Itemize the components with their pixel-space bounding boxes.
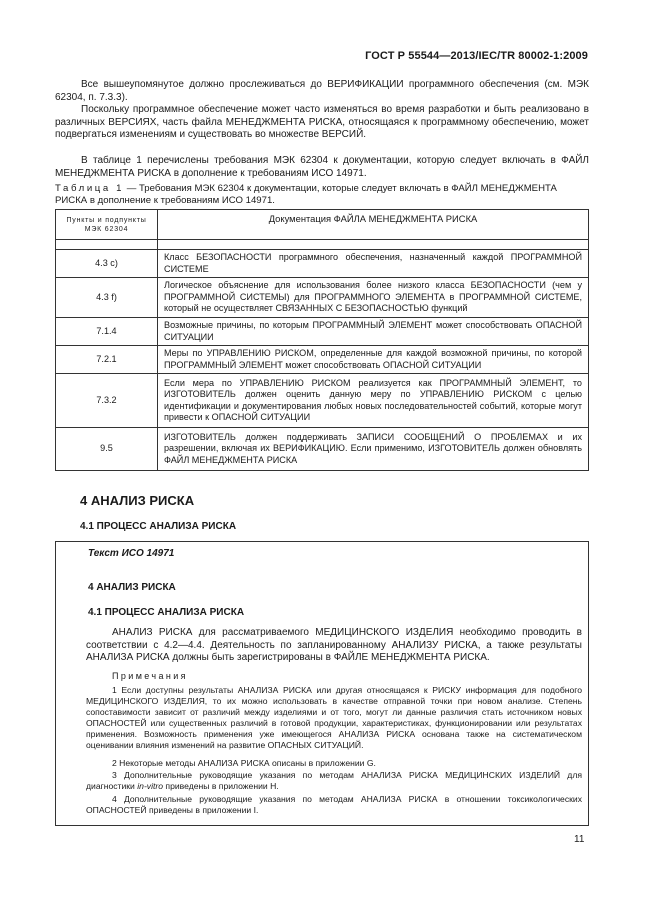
- table-spacer-row: [56, 240, 589, 250]
- requirements-table: [55, 209, 589, 471]
- section-heading: 4 АНАЛИЗ РИСКА: [80, 493, 195, 508]
- paragraph-table-intro: В таблице 1 перечислены требования МЭК 62304 к документации, которую следует включать в ФАЙЛ МЕНЕДЖМЕНТА РИСКА в дополнение к требованиям ИСО 14971.: [55, 155, 589, 179]
- table-caption-label: Таблица 1: [55, 183, 125, 194]
- table-caption: [55, 183, 589, 207]
- iso-box-heading: 4 АНАЛИЗ РИСКА: [88, 582, 176, 593]
- row-clause: 4.3 c): [56, 250, 158, 278]
- row-clause: 4.3 f): [56, 278, 158, 318]
- note-4: 4 Дополнительные руководящие указания по методам АНАЛИЗА РИСКА в отношении токсикологических ОПАСНОСТЕЙ приведены в приложении I.: [86, 794, 582, 815]
- note-2: 2 Некоторые методы АНАЛИЗА РИСКА описаны в приложении G.: [112, 758, 376, 768]
- row-text: Если мера по УПРАВЛЕНИЮ РИСКОМ реализуется как ПРОГРАММНЫЙ ЭЛЕМЕНТ, то ИЗГОТОВИТЕЛЬ должен оценить данную меру по УПРАВЛЕНИЮ РИСКОМ с целью идентификации и документирования любых новых последовательностей событий, которые могут привести к ОПАСНОЙ СИТУАЦИИ: [158, 374, 589, 428]
- row-clause: 9.5: [56, 428, 158, 471]
- table-row: [56, 346, 589, 374]
- row-text: Логическое объяснение для использования более низкого класса БЕЗОПАСНОСТИ (чем у ПРОГРАММНОЙ СИСТЕМЫ) для ПРОГРАММНОГО ЭЛЕМЕНТА в ПРОГРАММНОЙ СИСТЕМЕ, который не осуществляет СВЯЗАННЫХ С БЕЗОПАСНОСТЬЮ функций: [158, 278, 589, 318]
- row-text: Класс БЕЗОПАСНОСТИ программного обеспечения, назначенный каждой ПРОГРАММНОЙ СИСТЕМЕ: [158, 250, 589, 278]
- iso-box-subheading: 4.1 ПРОЦЕСС АНАЛИЗА РИСКА: [88, 607, 245, 618]
- row-text: Возможные причины, по которым ПРОГРАММНЫЙ ЭЛЕМЕНТ может способствовать ОПАСНОЙ СИТУАЦИИ: [158, 318, 589, 346]
- table-row: [56, 278, 589, 318]
- table-row: [56, 318, 589, 346]
- note-1: 1 Если доступны результаты АНАЛИЗА РИСКА или другая относящаяся к РИСКУ информация для подобного МЕДИЦИНСКОГО ИЗДЕЛИЯ, то их можно использовать в качестве отправной точки при новом анализе. Степень сопоставимости зависит от различий между изделиями и от того, могут ли данные различия стать источником новых ОПАСНОСТЕЙ или существенных различий в готовой продукции, характеристиках, функционировании или результатах применения. Возможность применения уже имеющегося АНАЛИЗА РИСКА основана также на систематическом оценивании влияния изменений на развитие ОПАСНЫХ СИТУАЦИЙ.: [86, 685, 582, 750]
- row-clause: 7.3.2: [56, 374, 158, 428]
- table-row: [56, 374, 589, 428]
- table-row: [56, 428, 589, 471]
- table-row: [56, 250, 589, 278]
- standard-code-header: ГОСТ Р 55544—2013/IEC/TR 80002-1:2009: [365, 50, 588, 62]
- paragraph-software-versions: Поскольку программное обеспечение может часто изменяться во время разработки и быть реализовано в различных ВЕРСИЯХ, часть файла МЕНЕДЖМЕНТА РИСКА, относящаяся к программному обеспечению, может подвергаться изменениям и существовать во множестве ВЕРСИЙ.: [55, 104, 589, 141]
- paragraph-traceability: Все вышеупомянутое должно прослеживаться до ВЕРИФИКАЦИИ программного обеспечения (см. МЭК 62304, п. 7.3.3).: [55, 79, 589, 103]
- header-clauses: Пункты и подпункты МЭК 62304: [56, 210, 158, 240]
- row-text: Меры по УПРАВЛЕНИЮ РИСКОМ, определенные для каждой возможной причины, по которой ПРОГРАММНЫЙ ЭЛЕМЕНТ может способствовать ОПАСНОЙ СИТУАЦИИ: [158, 346, 589, 374]
- note-3: 3 Дополнительные руководящие указания по методам АНАЛИЗА РИСКА МЕДИЦИНСКИХ ИЗДЕЛИЙ для диагностики in-vitro приведены в приложении H.: [86, 770, 582, 791]
- iso-text-box: [55, 541, 589, 826]
- row-clause: 7.1.4: [56, 318, 158, 346]
- header-documentation: Документация ФАЙЛА МЕНЕДЖМЕНТА РИСКА: [158, 210, 589, 240]
- notes-title: Примечания: [112, 671, 188, 681]
- subsection-heading: 4.1 ПРОЦЕСС АНАЛИЗА РИСКА: [80, 521, 237, 532]
- row-text: ИЗГОТОВИТЕЛЬ должен поддерживать ЗАПИСИ СООБЩЕНИЙ О ПРОБЛЕМАХ и их разрешении, включая их ВЕРИФИКАЦИЮ. Если применимо, ИЗГОТОВИТЕЛЬ должен обновлять ФАЙЛ МЕНЕДЖМЕНТА РИСКА: [158, 428, 589, 471]
- page-number: 11: [574, 834, 585, 845]
- table-caption-text: — Требования МЭК 62304 к документации, которые следует включать в ФАЙЛ МЕНЕДЖМЕНТА РИСКА в дополнение к требованиям ИСО 14971.: [55, 183, 557, 206]
- table-header-row: [56, 210, 589, 240]
- iso-box-paragraph: АНАЛИЗ РИСКА для рассматриваемого МЕДИЦИНСКОГО ИЗДЕЛИЯ необходимо проводить в соответствии с 4.2—4.4. Деятельность по запланированному АНАЛИЗУ РИСКА, а также результаты АНАЛИЗА РИСКА должны быть зарегистрированы в ФАЙЛЕ МЕНЕДЖМЕНТА РИСКА.: [86, 627, 582, 664]
- iso-box-title: Текст ИСО 14971: [88, 548, 175, 559]
- row-clause: 7.2.1: [56, 346, 158, 374]
